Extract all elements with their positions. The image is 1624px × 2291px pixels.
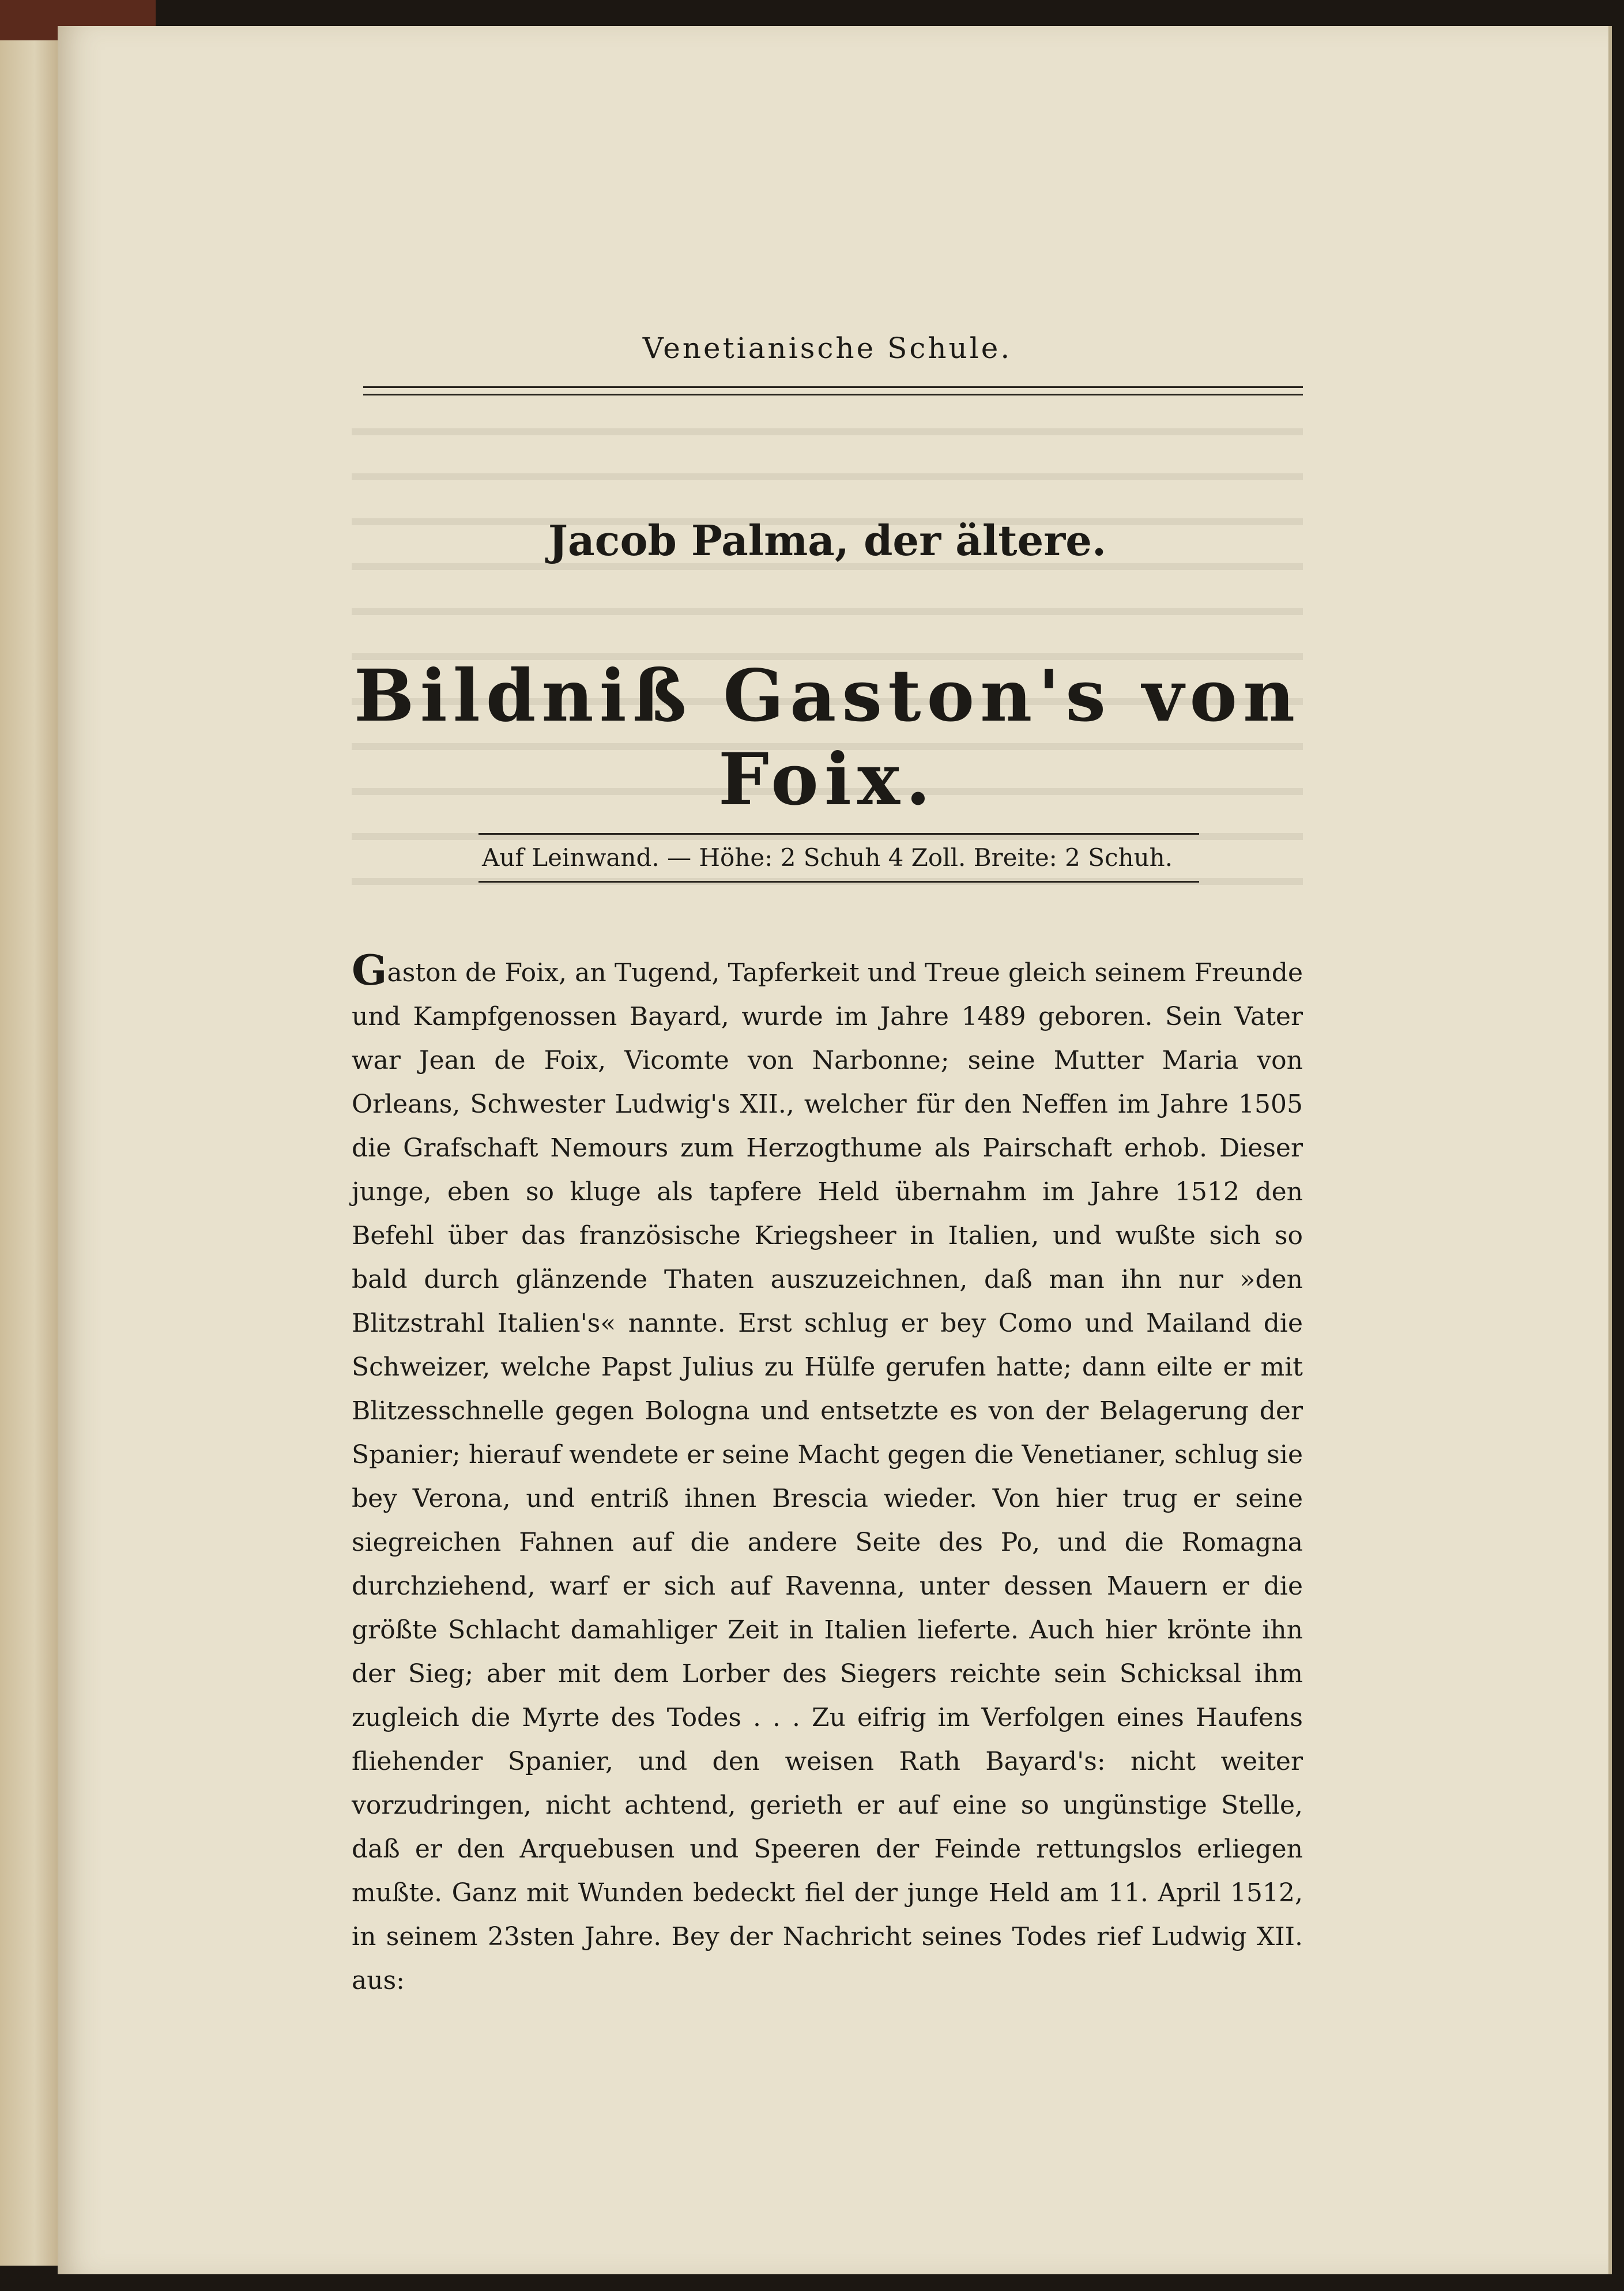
- double-rule: [363, 386, 1303, 395]
- painting-title: Bildniß Gaston's von Foix.: [353, 654, 1301, 822]
- rule-top: [478, 833, 1199, 835]
- body-text: aston de Foix, an Tugend, Tapferkeit und Treue gleich seinem Freunde und Kampfgenossen Bayard, wurde im Jahre 1489 geboren. Sein Vater war Jean de Foix, Vicomte von Narbonne; seine Mutter Maria von Orleans, Schwester Ludwig's XII., welcher für den Neffen im Jahre 1505 die Grafschaft Nemours zum Herzogthume als Pairschaft erhob. Dieser junge, eben so kluge als tapfere Held übernahm im Jahre 1512 den Befehl über das französische Kriegsheer in Italien, und wußte sich so bald durch glänzende Thaten auszuzeichnen, daß man ihn nur »den Blitzstrahl Italien's« nannte. Erst schlug er bey Como und Mailand die Schweizer, welche Papst Julius zu Hülfe gerufen hatte; dann eilte er mit Blitzesschnelle gegen Bologna und entsetzte es von der Belagerung der Spanier; hierauf wendete er seine Macht gegen die Venetianer, schlug sie bey Verona, und entriß ihnen Brescia wieder. Von hier trug er seine siegreichen Fahnen auf die andere Seite des Po, und die Romagna durchziehend, warf er sich auf Ravenna, unter dessen Mauern er die größte Schlacht damahliger Zeit in Italien lieferte. Auch hier krönte ihn der Sieg; aber mit dem Lorber des Siegers reichte sein Schicksal ihm zugleich die Myrte des Todes . . . Zu eifrig im Verfolgen eines Haufens fliehender Spanier, und den weisen Rath Bayard's: nicht weiter vorzudringen, nicht achtend, gerieth er auf eine so ungünstige Stelle, daß er den Arquebusen und Speeren der Feinde rettungslos erliegen mußte. Ganz mit Wunden bedeckt fiel der junge Held am 11. April 1512, in seinem 23sten Jahre. Bey der Nachricht seines Todes rief Ludwig XII. aus:: [352, 958, 1303, 1995]
- school-heading: Venetianische Schule.: [642, 331, 1012, 365]
- body-paragraph: [352, 945, 1303, 2003]
- painting-dimensions: Auf Leinwand. — Höhe: 2 Schuh 4 Zoll. Breite: 2 Schuh.: [481, 843, 1173, 872]
- book-page: [58, 26, 1612, 2274]
- rule-bottom: [478, 881, 1199, 883]
- initial-letter: G: [352, 945, 387, 994]
- artist-name: Jacob Palma, der ältere.: [548, 516, 1107, 565]
